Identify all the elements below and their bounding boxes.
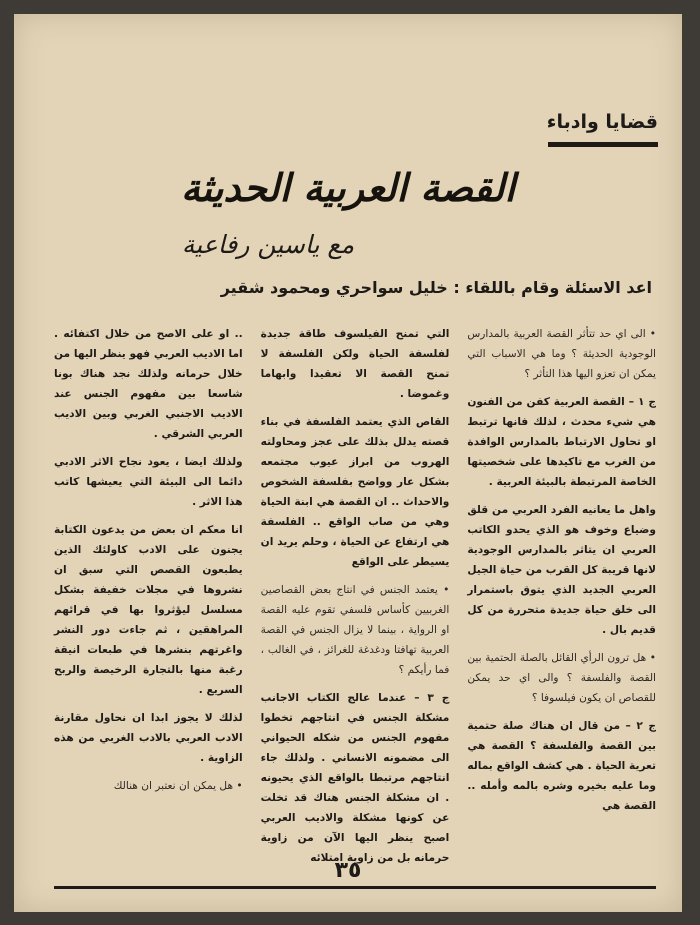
body-paragraph: لذلك لا يجوز ابدا ان نحاول مقارنة الادب العربي بالادب الغربي من هذه الزاوية .	[53, 712, 243, 764]
column-middle	[261, 324, 450, 864]
article-body	[54, 324, 656, 864]
article-credits: اعد الاسئلة وقام باللقاء : خليل سواحري ومحمود شقير	[220, 278, 652, 297]
section-header	[547, 110, 658, 134]
body-paragraph: ولذلك ايضا ، يعود نجاح الاثر الادبي دائما الى البيئة التي يعيشها كاتب هذا الاثر .	[53, 456, 243, 508]
question-paragraph: • هل ترون الرأي القائل بالصلة الحتمية بين القصة والفلسفة ؟ والى اي حد يمكن للقصاص ان يكون فيلسوفا ؟	[467, 652, 656, 704]
answer-paragraph: ج ١ – القصة العربية كفن من الفنون هي شيء محدث ، لذلك فانها ترتبط او تحاول الارتباط بالمدارس الوافدة من الغرب مع تاكيدها على شخصيتها الخاصة المرتبطة بالبيئة العربية .	[467, 396, 656, 488]
body-paragraph: القاص الذي يعتمد الفلسفة في بناء قصته يدلل بذلك على عجز ومحاولته الهروب من ابراز عيوب مجتمعه بشكل عار وواضح بفلسفة الشخوص والاحداث .. ان القصة هي ابنة الحياة وهي من صاب الواقع .. الفلسفة هي ارتفاع عن الحياة ، وحلم يريد ان يسيطر على الواقع	[260, 416, 450, 568]
question-paragraph: • هل يمكن ان نعتبر ان هنالك	[113, 780, 243, 792]
answer-paragraph: ج ٣ – عندما عالج الكتاب الاجانب مشكلة الجنس في انتاجهم تخطوا مفهوم الجنس من شكله الحيواني الى مضمونه الانساني . ولذلك جاء انتاجهم مرتبطا بالواقع الذي يحيونه . ان مشكلة الجنس هناك قد تخلت عن كونها مشكلة والاديب العربي اصبح ينظر اليها الآن من زاوية حرمانه بل من زاوية امتلائه	[260, 692, 450, 864]
body-paragraph: التي تمنح الفيلسوف طاقة جديدة لفلسفة الحياة ولكن الفلسفة لا تمنح القصة الا تعقيدا وابهاما وغموضا .	[260, 328, 450, 400]
question-paragraph: • الى اي حد تتأثر القصة العربية بالمدارس الوجودية الحديثة ؟ وما هي الاسباب التي يمكن ان تعزو اليها هذا التأثر ؟	[467, 328, 656, 380]
page-number: ٣٥	[334, 858, 362, 883]
answer-paragraph: ج ٢ – من قال ان هناك صلة حتمية بين القصة والفلسفة ؟ القصة هي تعرية الحياة . هي كشف الواقع بماله وما عليه بخيره وشره بالمه وأمله .. القصة هي	[467, 720, 657, 812]
section-label: قضايا وادباء	[546, 111, 658, 133]
footer-rule	[54, 886, 656, 889]
body-paragraph: .. او على الاصح من خلال اكتفائه . اما الاديب العربي فهو ينظر اليها من خلال حرمانه ولذلك نجد هناك بونا شاسعا بين مفهوم الجنس عند الاديب الاجنبي الغربي وبين الاديب العربي الشرقي .	[53, 328, 243, 440]
column-left	[54, 324, 243, 864]
body-paragraph: انا معكم ان بعض من يدعون الكتابة يجنون على الادب كاولئك الذين يطبعون القصص التي سبق ان نشروها في مجلات خفيفة بشكل مسلسل ليؤثروا بها في قرائهم المراهقين ، ثم جاءت دور النشر واغرتهم بنشرها في طبعات انيقة رغبة منها بالتجارة الرخيصة والربح السريع .	[53, 524, 243, 696]
article-title: القصة العربية الحديثة	[180, 166, 516, 210]
article-subtitle: مع ياسين رفاعية	[181, 230, 355, 259]
column-right	[467, 324, 656, 864]
body-paragraph: واهل ما يعانيه الفرد العربي من قلق وضياع وخوف هو الذي يحدو الكاتب العربي ان يتاثر بالمدارس الوجودية لانها قريبة كل القرب من حياة الجيل العربي الجديد الذي يتوق باستمرار الى خلق حياة جديدة متحررة من كل قديم بال .	[467, 504, 656, 636]
magazine-page	[14, 14, 682, 912]
question-paragraph: • يعتمد الجنس في انتاج بعض القصاصين الغربيين كأساس فلسفي تقوم عليه القصة او الرواية ، بينما لا يزال الجنس في القصة العربية تهافتا ودغدغة للغرائز ، في الغالب ، فما رأيكم ؟	[260, 584, 450, 676]
section-rule	[548, 142, 658, 147]
